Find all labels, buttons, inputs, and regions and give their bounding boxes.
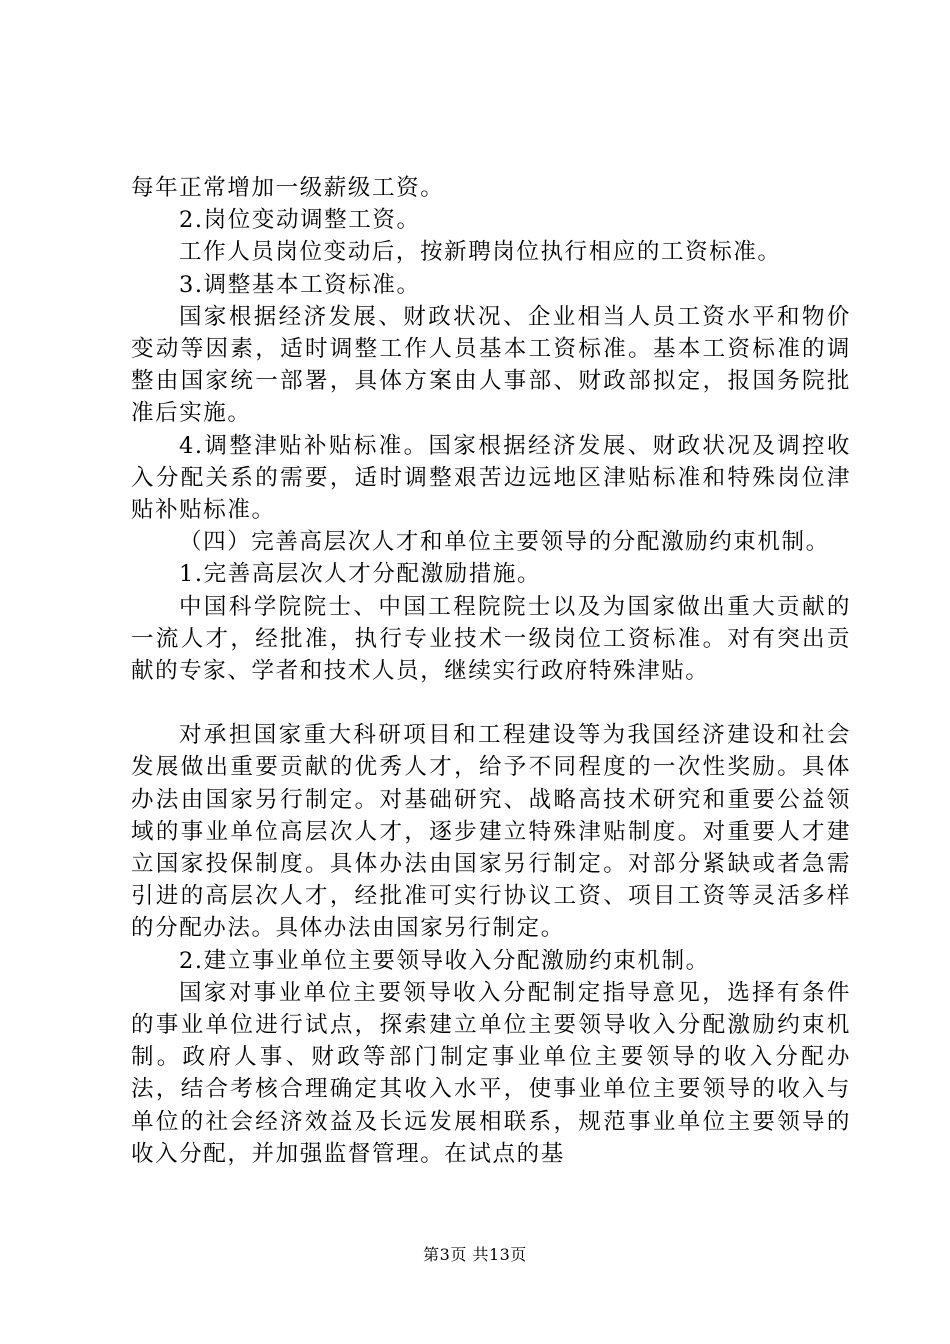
paragraph: 对承担国家重大科研项目和工程建设等为我国经济建设和社会发展做出重要贡献的优秀人才，给予不同程度的一次性奖励。具体办法由国家另行制定。对基础研究、战略高技术研究和重要公益领域的事业单位高层次人才，逐步建立特殊津贴制度。对重要人才建立国家投保制度。具体办法由国家另行制定。对部分紧缺或者急需引进的高层次人才，经批准可实行协议工资、项目工资等灵活多样的分配办法。具体办法由国家另行制定。 [131, 722, 851, 942]
paragraph: 中国科学院院士、中国工程院院士以及为国家做出重大贡献的一流人才，经批准，执行专业技术一级岗位工资标准。对有突出贡献的专家、学者和技术人员，继续实行政府特殊津贴。 [131, 593, 851, 685]
paragraph: 4.调整津贴补贴标准。国家根据经济发展、财政状况及调控收入分配关系的需要，适时调整艰苦边远地区津贴标准和特殊岗位津贴补贴标准。 [131, 432, 851, 524]
subsection-heading-2: 2.建立事业单位主要领导收入分配激励约束机制。 [179, 947, 710, 974]
subsection-heading-1: 1.完善高层次人才分配激励措施。 [179, 561, 542, 588]
document-body [131, 172, 851, 1170]
section-heading-4: （四）完善高层次人才和单位主要领导的分配激励约束机制。 [179, 529, 830, 556]
page-number-footer: 第3页 共13页 [423, 1245, 527, 1264]
blank-line [131, 687, 851, 719]
section-heading-2: 2.岗位变动调整工资。 [179, 207, 421, 234]
paragraph: 工作人员岗位变动后，按新聘岗位执行相应的工资标准。 [179, 239, 782, 266]
section-heading-3: 3.调整基本工资标准。 [179, 271, 421, 298]
paragraph: 国家对事业单位主要领导收入分配制定指导意见，选择有条件的事业单位进行试点，探索建立单位主要领导收入分配激励约束机制。政府人事、财政等部门制定事业单位主要领导的收入分配办法，结合考核合理确定其收入水平，使事业单位主要领导的收入与单位的社会经济效益及长远发展相联系，规范事业单位主要领导的收入分配，并加强监督管理。在试点的基 [131, 979, 851, 1167]
paragraph-continuation: 每年正常增加一级薪级工资。 [131, 175, 445, 201]
paragraph: 国家根据经济发展、财政状况、企业相当人员工资水平和物价变动等因素，适时调整工作人员基本工资标准。基本工资标准的调整由国家统一部署，具体方案由人事部、财政部拟定，报国务院批准后实施。 [131, 303, 851, 427]
